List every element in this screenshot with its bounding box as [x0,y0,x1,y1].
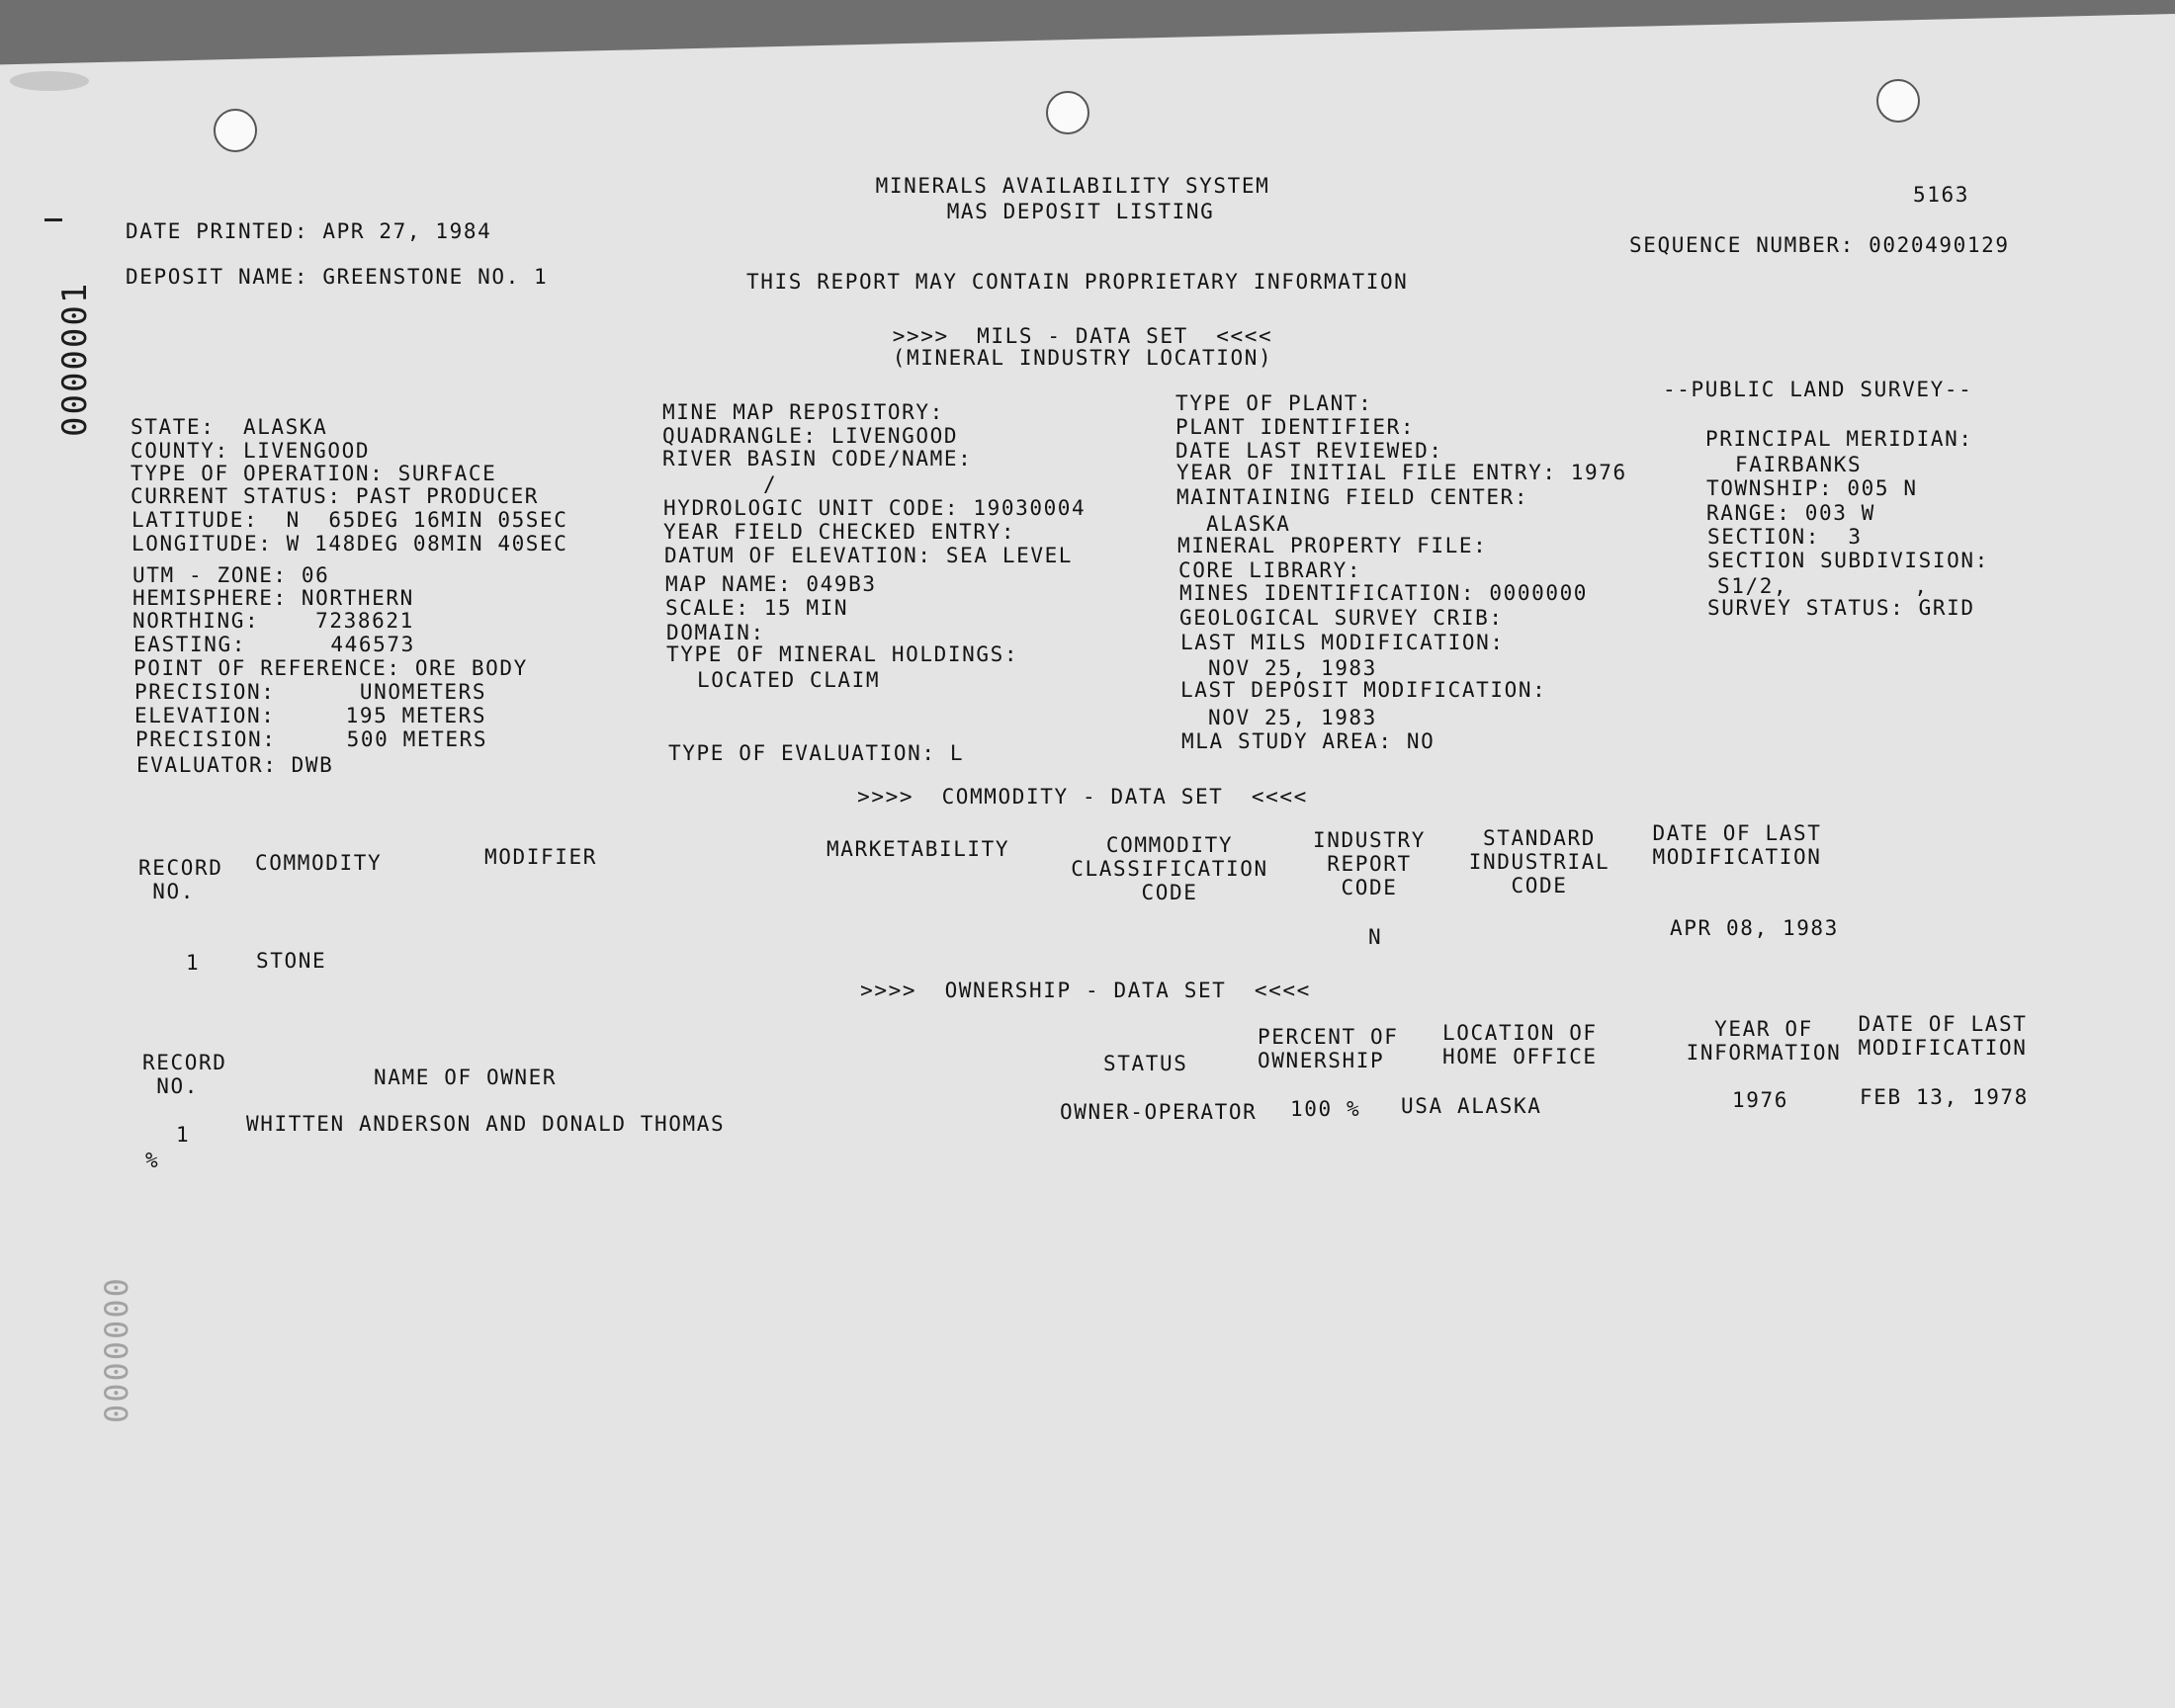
section-subdivision-value: S1/2, , [1717,574,1929,598]
evaluator-field: EVALUATOR: DWB [136,753,334,777]
ownership-heading: >>>> OWNERSHIP - DATA SET <<<< [860,979,1311,1002]
longitude-field: LONGITUDE: W 148DEG 08MIN 40SEC [131,532,568,555]
commodity-col-commodity: COMMODITY [255,851,383,875]
evaluation-type-field: TYPE OF EVALUATION: L [668,741,965,765]
mineral-holdings-value: LOCATED CLAIM [697,668,881,692]
operation-type-field: TYPE OF OPERATION: SURFACE [130,462,497,485]
quadrangle-field: QUADRANGLE: LIVENGOOD [662,424,959,448]
binder-hole-right [1876,79,1920,123]
precision-field-2: PRECISION: 500 METERS [135,727,488,751]
range-field: RANGE: 003 W [1706,501,1875,525]
mils-subheading: (MINERAL INDUSTRY LOCATION) [892,346,1273,370]
proprietary-notice: THIS REPORT MAY CONTAIN PROPRIETARY INFORMATION [746,270,1409,294]
township-field: TOWNSHIP: 005 N [1706,476,1918,500]
deposit-name: DEPOSIT NAME: GREENSTONE NO. 1 [126,265,549,289]
commodity-col-record: RECORD NO. [138,856,223,903]
plant-type-field: TYPE OF PLANT: [1175,391,1373,415]
property-file-field: MINERAL PROPERTY FILE: [1177,534,1488,557]
field-center-value: ALASKA [1206,512,1291,536]
commodity-last-modification: APR 08, 1983 [1670,916,1839,940]
utm-zone-field: UTM - ZONE: 06 [132,563,330,587]
binder-hole-left [214,109,257,152]
ownership-col-year: YEAR OF INFORMATION [1686,1017,1842,1065]
date-printed: DATE PRINTED: APR 27, 1984 [126,219,492,243]
field-center-field: MAINTAINING FIELD CENTER: [1176,485,1529,509]
principal-meridian-field: PRINCIPAL MERIDIAN: [1705,427,1973,451]
mineral-holdings-field: TYPE OF MINERAL HOLDINGS: [666,642,1019,666]
river-basin-value: / [763,472,778,496]
commodity-col-standard-code: STANDARD INDUSTRIAL CODE [1468,826,1610,897]
film-id-ghost-vertical: 0000000 [98,1276,135,1423]
ownership-col-last-modification: DATE OF LAST MODIFICATION [1858,1012,2028,1060]
commodity-record-no: 1 [186,951,201,975]
latitude-field: LATITUDE: N 65DEG 16MIN 05SEC [131,508,568,532]
system-title: MINERALS AVAILABILITY SYSTEM [875,174,1270,198]
commodity-col-modifier: MODIFIER [484,845,597,869]
binder-hole-center [1046,91,1089,134]
section-field: SECTION: 3 [1707,525,1863,549]
smudge-mark [10,71,89,91]
commodity-col-classification: COMMODITY CLASSIFICATION CODE [1071,833,1268,904]
ownership-col-percent: PERCENT OF OWNERSHIP [1258,1025,1399,1072]
film-tick-mark [44,218,62,221]
easting-field: EASTING: 446573 [133,633,415,656]
commodity-heading: >>>> COMMODITY - DATA SET <<<< [857,785,1308,809]
owner-status: OWNER-OPERATOR [1060,1100,1258,1124]
state-field: STATE: ALASKA [130,415,328,439]
ownership-record-no: 1 [176,1123,191,1147]
survey-status-field: SURVEY STATUS: GRID [1707,596,1975,620]
mils-modification-field: LAST MILS MODIFICATION: [1180,631,1505,654]
year-checked-field: YEAR FIELD CHECKED ENTRY: [663,520,1016,544]
map-name-field: MAP NAME: 049B3 [665,572,877,596]
commodity-col-marketability: MARKETABILITY [826,837,1010,861]
ownership-col-record: RECORD NO. [142,1051,227,1098]
public-land-survey-heading: --PUBLIC LAND SURVEY-- [1663,378,1973,401]
elevation-datum-field: DATUM OF ELEVATION: SEA LEVEL [664,544,1074,567]
mils-modification-date: NOV 25, 1983 [1208,656,1377,680]
precision-field-1: PRECISION: UNOMETERS [134,680,487,704]
scale-field: SCALE: 15 MIN [665,596,849,620]
domain-field: DOMAIN: [666,621,765,644]
mils-heading: >>>> MILS - DATA SET <<<< [892,324,1273,348]
end-of-record-mark: % [145,1149,160,1172]
section-subdivision-field: SECTION SUBDIVISION: [1707,549,1989,572]
owner-last-modification: FEB 13, 1978 [1860,1085,2029,1109]
owner-home-office: USA ALASKA [1401,1094,1542,1118]
current-status-field: CURRENT STATUS: PAST PRODUCER [130,484,540,508]
map-repository-field: MINE MAP REPOSITORY: [662,400,944,424]
owner-information-year: 1976 [1732,1088,1788,1112]
commodity-col-industry-code: INDUSTRY REPORT CODE [1313,828,1426,899]
owner-name: WHITTEN ANDERSON AND DONALD THOMAS [246,1112,726,1136]
elevation-field: ELEVATION: 195 METERS [134,704,487,727]
hemisphere-field: HEMISPHERE: NORTHERN [132,586,414,610]
listing-title: MAS DEPOSIT LISTING [946,200,1215,223]
principal-meridian-value: FAIRBANKS [1735,453,1863,476]
plant-identifier-field: PLANT IDENTIFIER: [1175,415,1416,439]
commodity-industry-code: N [1368,925,1383,949]
mines-identification-field: MINES IDENTIFICATION: 0000000 [1179,581,1589,605]
mla-study-area-field: MLA STUDY AREA: NO [1181,729,1436,753]
river-basin-field: RIVER BASIN CODE/NAME: [662,447,973,470]
commodity-name: STONE [256,949,327,973]
film-id-vertical: 0000001 [55,281,95,437]
ownership-col-status: STATUS [1103,1052,1188,1075]
commodity-col-last-modification: DATE OF LAST MODIFICATION [1652,821,1822,869]
survey-crib-field: GEOLOGICAL SURVEY CRIB: [1179,606,1504,630]
northing-field: NORTHING: 7238621 [132,609,414,633]
sequence-number: SEQUENCE NUMBER: 0020490129 [1629,233,2010,257]
owner-percent: 100 % [1290,1097,1361,1121]
initial-entry-field: YEAR OF INITIAL FILE ENTRY: 1976 [1176,461,1627,484]
deposit-modification-date: NOV 25, 1983 [1208,706,1377,729]
page-number: 5163 [1913,183,1969,207]
hydrologic-unit-field: HYDROLOGIC UNIT CODE: 19030004 [663,496,1087,520]
ownership-col-location: LOCATION OF HOME OFFICE [1442,1021,1598,1068]
county-field: COUNTY: LIVENGOOD [130,439,371,463]
ownership-col-name: NAME OF OWNER [374,1066,558,1089]
deposit-modification-field: LAST DEPOSIT MODIFICATION: [1180,678,1547,702]
last-reviewed-field: DATE LAST REVIEWED: [1175,439,1443,463]
reference-point-field: POINT OF REFERENCE: ORE BODY [133,656,528,680]
core-library-field: CORE LIBRARY: [1178,558,1362,582]
